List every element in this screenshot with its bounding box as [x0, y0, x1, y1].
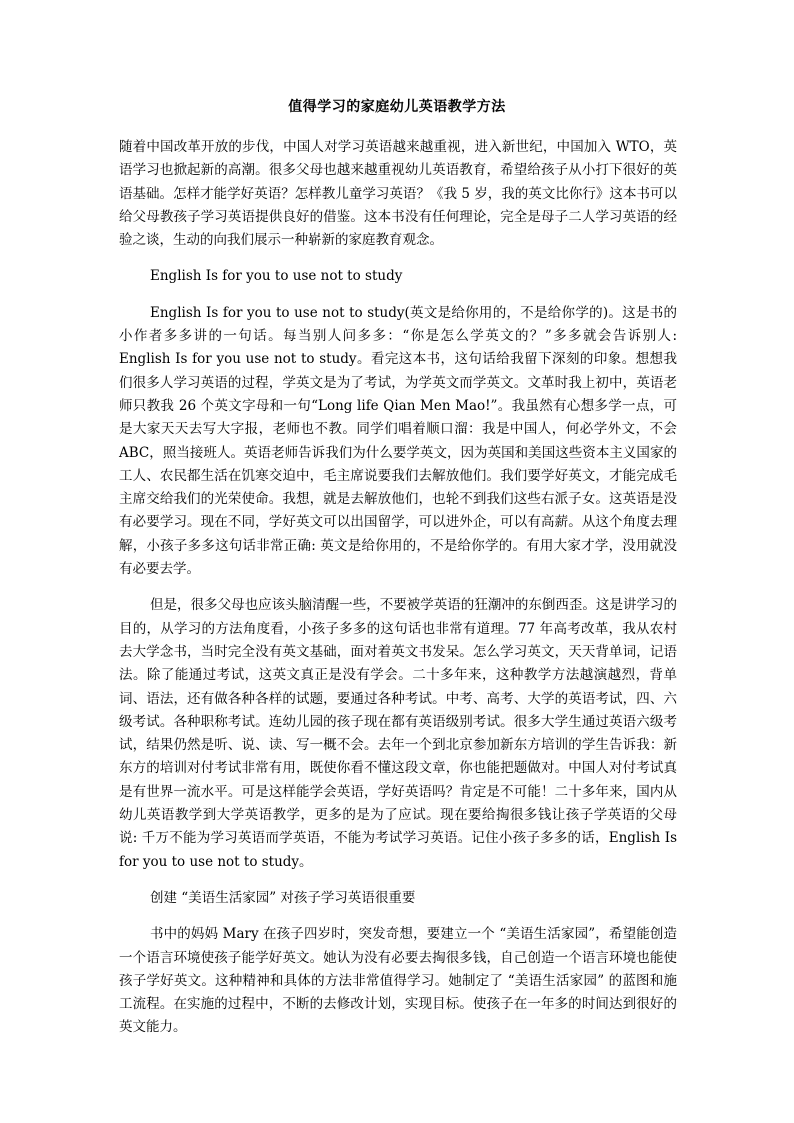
- document-body: [119, 136, 677, 1040]
- section-heading-home-environment: 创建 “美语生活家园” 对孩子学习英语很重要: [150, 889, 416, 906]
- body-paragraph-exam-culture: 但是，很多父母也应该头脑清醒一些，不要被学英语的狂潮冲的东倒西歪。这是讲学习的目的，从学习的方法角度看，小孩子多多的这句话也非常有道理。77 年高考改革，我从农村去大学念书，当时完全没有英文基础，面对着英文书发呆。怎么学习英文，天天背单词，记语法。除了能通过考试，这英文真正是没有学会。二十多年来，这种教学方法越演越烈，背单词、语法，还有做各种各样的试题，要通过各种考试。中考、高考、大学的英语考试，四、六级考试。各种职称考试。连幼儿园的孩子现在都有英语级别考试。很多大学生通过英语六级考试，结果仍然是听、说、读、写一概不会。去年一个到北京参加新东方培训的学生告诉我：新东方的培训对付考试非常有用，既使你看不懂这段文章，你也能把题做对。中国人对付考试真是有世界一流水平。可是这样能学会英语，学好英语吗？肯定是不可能！二十多年来，国内从幼儿英语教学到大学英语教学，更多的是为了应试。现在要给掏很多钱让孩子学英语的父母说: 千万不能为学习英语而学英语，不能为考试学习英语。记住小孩子多多的话，English Is for you to use not to study。: [119, 597, 677, 870]
- section-heading-english-use: English Is for you to use not to study: [150, 268, 403, 285]
- intro-paragraph: 随着中国改革开放的步伐，中国人对学习英语越来越重视，进入新世纪，中国加入 WTO，英语学习也掀起新的高潮。很多父母也越来越重视幼儿英语教育，希望给孩子从小打下很好的英语基础。怎样才能学好英语？怎样教儿童学习英语？《我 5 岁，我的英文比你行》这本书可以给父母教孩子学习英语提供良好的借鉴。这本书没有任何理论，完全是母子二人学习英语的经验之谈，生动的向我们展示一种崭新的家庭教育观念。: [119, 139, 677, 249]
- body-paragraph-home-environment: 书中的妈妈 Mary 在孩子四岁时，突发奇想，要建立一个 “美语生活家园”，希望能创造一个语言环境使孩子能学好英文。她认为没有必要去掏很多钱，自己创造一个语言环境也能使孩子学好英文。这种精神和具体的方法非常值得学习。她制定了 “美语生活家园” 的蓝图和施工流程。在实施的过程中，不断的去修改计划，实现目标。使孩子在一年多的时间达到很好的英文能力。: [119, 926, 677, 1036]
- body-paragraph-english-use: English Is for you to use not to study(英文是给你用的，不是给你学的)。这是书的小作者多多讲的一句话。每当别人问多多：“你是怎么学英文的？”多多就会告诉别人: English Is for you use not to study。看完这本书，这句话给我留下深刻的印象。想想我们很多人学习英语的过程，学英文是为了考试，为学英文而学英文。文革时我上初中，英语老师只教我 26 个英文字母和一句“Long life Qian Men Mao!”。我虽然有心想多学一点，可是大家天天去写大字报，老师也不教。同学们唱着顺口溜：我是中国人，何必学外文，不会 ABC，照当接班人。英语老师告诉我们为什么要学英文，因为英国和美国这些资本主义国家的工人、农民都生活在饥寒交迫中，毛主席说要我们去解放他们。我们要学好英文，才能完成毛主席交给我们的光荣使命。我想，就是去解放他们，也轮不到我们这些右派子女。这英语是没有必要学习。现在不同，学好英文可以出国留学，可以进外企，可以有高薪。从这个角度去理解，小孩子多多这句话非常正确: 英文是给你用的，不是给你学的。有用大家才学，没用就没有必要去学。: [119, 304, 677, 578]
- document-title: 值得学习的家庭幼儿英语教学方法: [288, 99, 506, 115]
